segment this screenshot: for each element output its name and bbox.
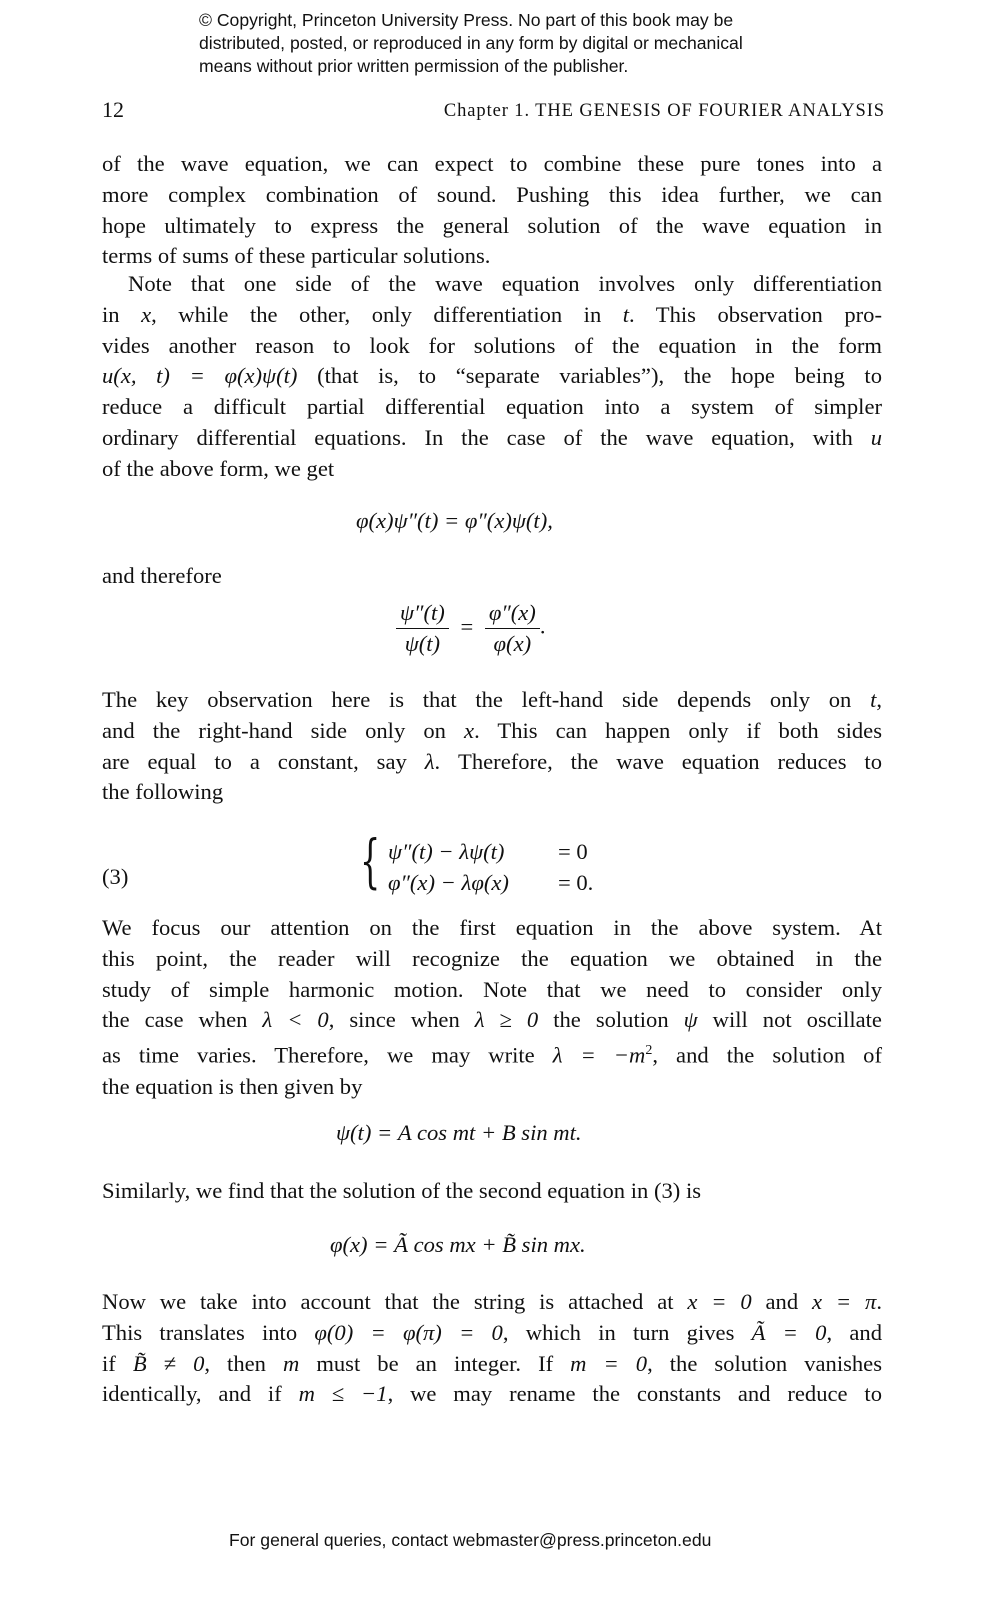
text-line: hope ultimately to express the general solution of the wave equation in	[102, 212, 882, 238]
copyright-notice	[199, 9, 819, 78]
text-line: u(x, t) = φ(x)ψ(t) (that is, to “separate variables”), the hope being to	[102, 363, 882, 389]
text-line: the equation is then given by	[102, 1073, 363, 1099]
equation-psi: ψ(t) = A cos mt + B sin mt.	[336, 1120, 582, 1145]
paragraph-7	[102, 1287, 882, 1410]
text-line: The key observation here is that the left-hand side depends only on t,	[102, 687, 882, 712]
equation-system	[388, 836, 593, 898]
text-line: and therefore	[102, 563, 222, 588]
text-line: Similarly, we find that the solution of the second equation in (3) is	[102, 1178, 702, 1203]
text-line: if B̃ ≠ 0, then m must be an integer. If m = 0, the solution vanishes	[102, 1350, 883, 1376]
text-line: This translates into φ(0) = φ(π) = 0, which in turn gives Ã = 0, and	[102, 1319, 882, 1345]
paragraph-3	[102, 561, 882, 592]
text-line: this point, the reader will recognize the equation we obtained in the	[102, 945, 882, 971]
copyright-line: distributed, posted, or reproduced in any form by digital or mechanical	[199, 33, 743, 53]
text-line: the case when λ < 0, since when λ ≥ 0 the solution ψ will not oscillate	[102, 1007, 882, 1033]
text-line: as time varies. Therefore, we may write $\lambda = -m^2$, and the solution of	[102, 1042, 882, 1068]
text-line: of the above form, we get	[102, 455, 335, 481]
system-row: φ″(x) − λφ(x) = 0.	[388, 870, 594, 895]
copyright-line: © Copyright, Princeton University Press. No part of this book may be	[199, 10, 734, 30]
paragraph-2	[102, 269, 882, 485]
system-row: ψ″(t) − λψ(t) = 0	[388, 839, 588, 864]
fraction-rhs: $\frac{\varphi''(x)}{\varphi(x)}$	[485, 600, 540, 657]
text-line: Now we take into account that the string is attached at x = 0 and x = π.	[102, 1289, 883, 1314]
text-line: study of simple harmonic motion. Note that we need to consider only	[102, 976, 882, 1002]
equation-ratio: $\frac{\psi''(t)}{\psi(t)}$ = $\frac{\varphi''(x)}{\varphi(x)}$ .	[396, 600, 546, 657]
fraction-lhs: $\frac{\psi''(t)}{\psi(t)}$	[396, 600, 449, 657]
footer-contact: For general queries, contact webmaster@press.princeton.edu	[229, 1530, 712, 1550]
text-line: vides another reason to look for solutions of the equation in the form	[102, 332, 882, 358]
text-line: the following	[102, 779, 224, 805]
paragraph-6	[102, 1176, 882, 1207]
paragraph-1	[102, 149, 882, 272]
paragraph-4	[102, 685, 882, 808]
text-line: in x, while the other, only differentiation in t. This observation pro-	[102, 301, 882, 327]
text-line: more complex combination of sound. Pushing this idea further, we can	[102, 181, 882, 207]
text-line: are equal to a constant, say λ. Therefore, the wave equation reduces to	[102, 748, 882, 774]
text-line: Note that one side of the wave equation involves only differentiation	[128, 271, 882, 296]
text-line: We focus our attention on the first equation in the above system. At	[102, 915, 882, 940]
copyright-line: means without prior written permission of the publisher.	[199, 56, 629, 76]
text-line: of the wave equation, we can expect to combine these pure tones into a	[102, 151, 882, 176]
equation-product: φ(x)ψ″(t) = φ″(x)ψ(t),	[356, 508, 553, 533]
paragraph-5	[102, 913, 882, 1102]
equation-phi: φ(x) = Ã cos mx + B̃ sin mx.	[330, 1232, 586, 1257]
left-brace-icon: {	[360, 827, 381, 895]
text-line: and the right-hand side only on x. This can happen only if both sides	[102, 717, 883, 743]
text-line: identically, and if m ≤ −1, we may rename the constants and reduce to	[102, 1381, 882, 1407]
text-line: reduce a difficult partial differential equation into a system of simpler	[102, 394, 882, 420]
text-line: terms of sums of these particular solutions.	[102, 243, 491, 269]
equation-label: (3)	[102, 864, 129, 889]
text-line: ordinary differential equations. In the case of the wave equation, with u	[102, 424, 882, 450]
page-number: 12	[102, 97, 124, 122]
running-head: Chapter 1. THE GENESIS OF FOURIER ANALYSIS	[443, 101, 885, 121]
